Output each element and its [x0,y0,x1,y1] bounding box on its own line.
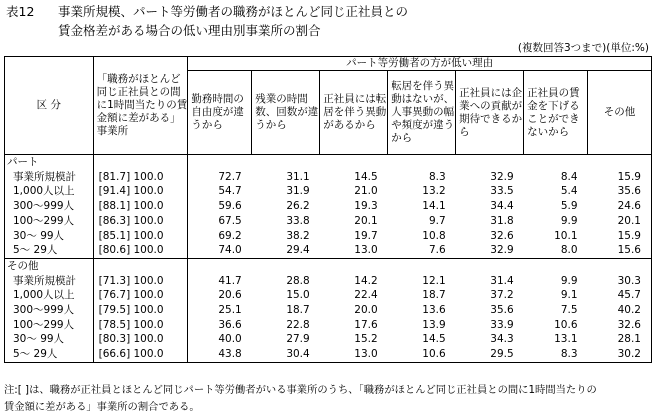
value-cell: 24.6 [588,199,652,214]
value-cell: 15.6 [588,243,652,258]
value-cell: 41.7 [218,274,242,287]
value-cell: 13.9 [422,318,446,331]
ref-cell: [80.6] 100.0 [93,243,188,258]
value-cell: 32.9 [490,244,514,257]
data-table [4,56,652,363]
value-cell: 10.8 [422,229,446,242]
value-cell: 13.2 [422,185,446,198]
value-cell: 36.6 [218,318,242,331]
reason-header: 勤務時間の自由度が違うから [188,71,252,155]
value-cell: 59.6 [218,200,242,213]
ref-cell: [66.6] 100.0 [93,347,188,362]
value-cell: 22.8 [286,318,310,331]
value-cell [320,258,388,273]
value-cell [388,155,456,170]
group-label: パート [5,155,94,170]
value-cell: 31.4 [490,274,514,287]
value-cell: 20.1 [588,214,652,229]
row-label: 100～299人 [5,318,94,333]
table-row [5,303,652,318]
value-cell: 30.3 [588,274,652,289]
value-cell: 32.6 [588,318,652,333]
value-cell: 8.3 [428,170,446,183]
row-label: 1,000人以上 [5,288,94,303]
value-cell: 8.4 [560,170,578,183]
table-row [5,184,652,199]
footnote-line-1: 注:[ ]は、職務が正社員とほとんど同じパート等労働者がいる事業所のうち、「職務がほとんど同じ正社員との間に1時間当たりの [4,384,597,396]
value-cell: 34.4 [490,200,514,213]
value-cell: 20.0 [354,304,378,317]
title-line-1: 事業所規模、パート等労働者の職務がほとんど同じ正社員との [58,4,409,19]
value-cell: 34.3 [490,333,514,346]
value-cell: 13.0 [354,244,378,257]
value-cell: 14.2 [354,274,378,287]
value-cell: 54.7 [218,185,242,198]
table-row [5,243,652,258]
value-cell: 8.0 [560,244,578,257]
value-cell [524,258,588,273]
value-cell: 8.3 [524,347,588,362]
value-cell: 27.9 [286,333,310,346]
table-number: 表12 [6,4,35,19]
table-row [5,229,652,244]
value-cell [252,155,320,170]
ref-cell: [85.1] 100.0 [93,229,188,244]
value-cell: 28.1 [588,332,652,347]
row-label: 5～ 29人 [5,347,94,362]
value-cell: 74.0 [218,244,242,257]
value-cell: 40.2 [588,303,652,318]
value-cell: 14.1 [422,200,446,213]
footnote [4,382,654,416]
table-row [5,347,652,362]
value-cell: 33.9 [490,318,514,331]
value-cell: 9.7 [428,214,446,227]
table-row [5,214,652,229]
value-cell: 15.9 [588,170,652,185]
value-cell: 33.5 [490,185,514,198]
category-header: 区 分 [5,57,94,155]
value-cell: 7.6 [428,244,446,257]
value-cell: 31.8 [490,214,514,227]
value-cell: 10.1 [554,229,578,242]
value-cell: 38.2 [286,229,310,242]
row-label: 5～ 29人 [5,243,94,258]
value-cell: 35.6 [588,184,652,199]
value-cell: 40.0 [218,333,242,346]
ref-cell: [88.1] 100.0 [93,199,188,214]
table-body [5,155,652,363]
unit-note: (複数回答3つまで)(単位:%) [517,42,649,54]
row-label: 30～ 99人 [5,332,94,347]
value-cell: 13.1 [554,333,578,346]
reason-header: 正社員には転居を伴う異動があるから [320,71,388,155]
value-cell: 31.9 [286,185,310,198]
value-cell: 25.1 [218,304,242,317]
table-row [5,332,652,347]
table-row [5,199,652,214]
value-cell [388,258,456,273]
value-cell: 26.2 [286,200,310,213]
table-row [5,288,652,303]
value-cell: 10.6 [388,347,456,362]
value-cell: 19.3 [354,200,378,213]
ref-cell: [81.7] 100.0 [93,170,188,185]
value-cell [320,155,388,170]
value-cell: 9.9 [560,274,578,287]
value-cell: 30.4 [252,347,320,362]
value-cell: 29.4 [286,244,310,257]
value-cell: 15.9 [588,229,652,244]
ref-cell [93,258,188,273]
footnote-line-2: 賃金額に差がある」事業所の割合である。 [4,401,200,413]
value-cell: 13.0 [320,347,388,362]
value-cell: 30.2 [588,347,652,362]
row-label: 事業所規模計 [5,274,94,289]
value-cell: 32.6 [490,229,514,242]
value-cell: 14.5 [422,333,446,346]
ref-column-header: 「職務がほとんど同じ正社員との間に1時間当たりの賃金額に差がある」事業所 [93,57,188,155]
value-cell: 9.1 [560,289,578,302]
value-cell [188,155,252,170]
row-label: 1,000人以上 [5,184,94,199]
table-row [5,170,652,185]
reason-group-header: パート等労働者の方が低い理由 [188,57,652,71]
table-row [5,318,652,333]
value-cell: 37.2 [490,289,514,302]
value-cell: 14.5 [354,170,378,183]
value-cell: 9.9 [560,214,578,227]
value-cell: 28.8 [286,274,310,287]
group-row [5,258,652,273]
ref-cell: [80.3] 100.0 [93,332,188,347]
row-label: 100～299人 [5,214,94,229]
value-cell: 12.1 [422,274,446,287]
value-cell [188,258,252,273]
ref-cell: [78.5] 100.0 [93,318,188,333]
value-cell: 21.0 [354,185,378,198]
value-cell [588,155,652,170]
value-cell: 5.9 [560,200,578,213]
value-cell: 32.9 [490,170,514,183]
value-cell [252,258,320,273]
value-cell: 10.6 [554,318,578,331]
value-cell [456,258,524,273]
row-label: 事業所規模計 [5,170,94,185]
value-cell [524,155,588,170]
value-cell: 43.8 [188,347,252,362]
value-cell: 69.2 [218,229,242,242]
value-cell: 72.7 [218,170,242,183]
value-cell: 45.7 [588,288,652,303]
value-cell: 17.6 [354,318,378,331]
group-row [5,155,652,170]
value-cell: 18.7 [286,304,310,317]
ref-cell: [91.4] 100.0 [93,184,188,199]
group-label: その他 [5,258,94,273]
value-cell: 22.4 [354,289,378,302]
value-cell: 67.5 [218,214,242,227]
ref-cell: [71.3] 100.0 [93,274,188,289]
value-cell: 35.6 [490,304,514,317]
value-cell: 15.2 [354,333,378,346]
value-cell: 33.8 [286,214,310,227]
table-title [58,2,408,40]
ref-cell: [76.7] 100.0 [93,288,188,303]
value-cell [456,155,524,170]
row-label: 300～999人 [5,199,94,214]
value-cell: 13.6 [422,304,446,317]
value-cell: 7.5 [560,304,578,317]
value-cell: 5.4 [560,185,578,198]
title-line-2: 賃金格差がある場合の低い理由別事業所の割合 [58,23,321,38]
reason-header: 正社員の賃金を下げることができないから [524,71,588,155]
row-label: 30～ 99人 [5,229,94,244]
value-cell: 29.5 [456,347,524,362]
table-row [5,274,652,289]
row-label: 300～999人 [5,303,94,318]
reason-header: 残業の時間数、回数が違うから [252,71,320,155]
value-cell: 20.1 [354,214,378,227]
value-cell: 15.0 [286,289,310,302]
value-cell: 19.7 [354,229,378,242]
ref-cell [93,155,188,170]
value-cell: 18.7 [422,289,446,302]
ref-cell: [79.5] 100.0 [93,303,188,318]
value-cell: 20.6 [218,289,242,302]
ref-cell: [86.3] 100.0 [93,214,188,229]
reason-header: その他 [588,71,652,155]
reason-header: 正社員には企業への貢献が期待できるから [456,71,524,155]
value-cell: 31.1 [286,170,310,183]
value-cell [588,258,652,273]
reason-header: 転居を伴う異動はないが、人事異動の幅や頻度が違うから [388,71,456,155]
